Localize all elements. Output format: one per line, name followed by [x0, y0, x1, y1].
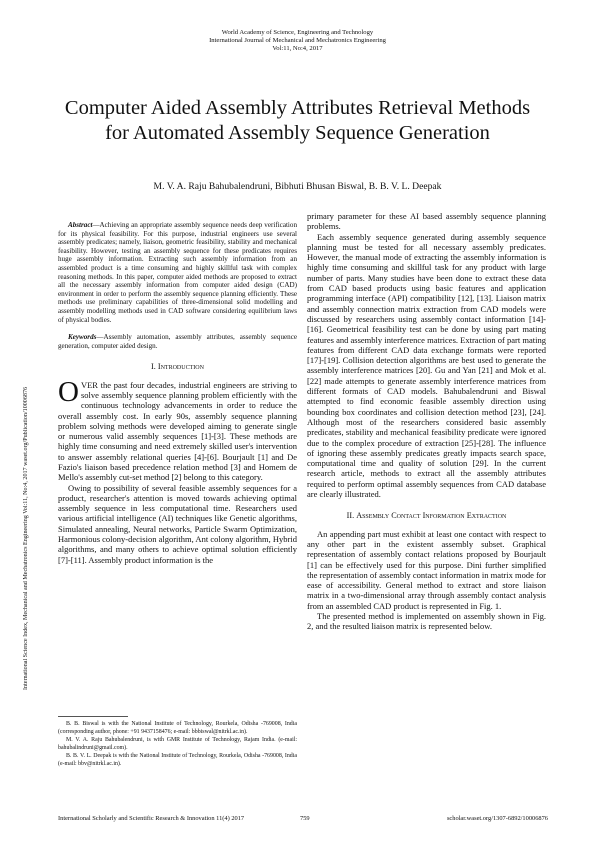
- sidebar-citation: International Science Index, Mechanical and Mechatronics Engineering Vol:11, No:4, 2017 waset.org/Publication/10006876: [23, 386, 29, 690]
- intro-text: VER the past four decades, industrial engineers are striving to solve assembly sequence planning problem efficiently with the continuous technology advancements in order to reduce the overall assembly cost. In early 90s, assembly sequence planning problem solving methods were developed aiming to generate single or numerous valid assembly sequences [1]-[3]. These methods are highly time consuming and need extremely skilled user's intervention to answer assembly relational queries [4]-[6]. Bourjault [1] and De Fazio's liaison based precedence relation method [3] and Homem de Mello's assembly cut-set method [2] belong to this category.: [58, 379, 297, 483]
- body-paragraph: Each assembly sequence generated during assembly sequence planning must be tested for all necessary assembly predicates. However, the manual mode of extracting the assembly information is highly time consuming and skillful task for any product with large number of parts. Many studies have been done to extract these data from CAD based products using basic features and application programming interface (API) compatibility [12], [13]. Liaison matrix and assembly connection matrix extraction from CAD models were discussed by researchers using assembly contact information [14]-[16]. Geometrical feasibility test can be done by using part mating features and assembly interference matrices. Extraction of part mating features from different CAD data exchange formats were reported [17]-[19]. Collision detection algorithms are best used to generate the assembly interference matrices [20]. Gu and Yan [21] and Mok et al. [22] made attempts to generate assembly interference matrices from different formats of CAD models. Bahubalendruni and Biswal attempted to find economic feasible assembly direction using bounding box coordinates and collision detection method [23], [24]. Although most of the researchers considered basic assembly predicates, stability and mechanical feasibility predicate were ignored due to the complex procedure of extraction [25]-[28]. The influence of ignoring these assembly predicates greatly impacts search space, computational time and quality of solution [29]. In the current research article, methods to extract all the assembly attributes required to perform optimal assembly sequences from CAD database are clearly illustrated.: [307, 231, 546, 500]
- footnote-rule: [58, 716, 128, 717]
- section-heading-introduction: [58, 362, 297, 372]
- section-number: I.: [151, 362, 156, 372]
- right-column: [307, 211, 546, 632]
- author-footnotes: [58, 716, 297, 769]
- header-line-1: World Academy of Science, Engineering and Technology: [221, 29, 374, 36]
- body-paragraph: primary parameter for these AI based assembly sequence planning problems.: [307, 211, 546, 232]
- section-number: II.: [346, 511, 355, 521]
- section-title: Introduction: [157, 362, 204, 372]
- keywords: [58, 333, 297, 350]
- body-paragraph: The presented method is implemented on assembly shown in Fig. 2, and the resulted liaison matrix is represented below.: [307, 610, 546, 632]
- footer-url: scholar.waset.org/1307-6892/10006876: [446, 815, 548, 822]
- footnote: B. B. Biswal is with the National Institute of Technology, Rourkela, Odisha -769008, India (corresponding author, phone: +91 9437158476; e-mail: bbbiswal@nitrkl.ac.in).: [58, 721, 297, 735]
- keywords-label: Keywords: [68, 333, 97, 342]
- body-paragraph: Owing to possibility of several feasible assembly sequences for a product, researcher's attention is moved towards achieving optimal assembly sequence in less computational time. Researchers used various artificial intelligence (AI) techniques like Genetic algorithms, Simulated annealing, Neural networks, Particle Swarm Optimization, Harmonious colony-decision algorithm, Ant colony algorithm, Hybrid algorithms, and many others to achieve optimal solution efficiently [7]-[11]. Assembly product information is the: [58, 482, 297, 565]
- footnote: M. V. A. Raju Bahubalendruni, is with GMR Institute of Technology, Rajam India. (e-mail: bahubalindruni@gmail.com).: [58, 737, 297, 751]
- abstract: [58, 221, 297, 324]
- section-heading-contact-extraction: [307, 511, 546, 521]
- drop-cap: O: [58, 375, 79, 408]
- intro-paragraph: [58, 375, 297, 483]
- header-line-2: International Journal of Mechanical and Mechatronics Engineering: [209, 37, 386, 45]
- section-title: Assembly Contact Information Extraction: [356, 511, 507, 521]
- keywords-text: —Assembly automation, assembly attributes, assembly sequence generation, computer aided design.: [58, 333, 297, 350]
- footnote: B. B. V. L. Deepak is with the National Institute of Technology, Rourkela, Odisha -769008, India (e-mail: bbv@nitrkl.ac.in).: [58, 753, 297, 767]
- paper-title: Computer Aided Assembly Attributes Retrieval Methods for Automated Assembly Sequence Generation: [64, 97, 531, 144]
- header-line-3: Vol:11, No:4, 2017: [272, 45, 323, 53]
- left-column: [58, 221, 297, 565]
- page-number: 759: [300, 815, 310, 822]
- body-paragraph: An appending part must exhibit at least one contact with respect to any other part in the existent assembly subset. Graphical representation of assembly contact relations proposed by Bourjault [1] can be effectively used for this purpose. Dini further simplified the representation of assembly contact information in matrix mode for ease of accessibility. General method to extract and store liaison matrix in a two-dimensional array through assembly contact analysis from an assembled CAD product is represented in Fig. 1.: [307, 528, 546, 611]
- abstract-text: —Achieving an appropriate assembly sequence needs deep verification for its physical feasibility. For this purpose, industrial engineers use several assembly predicates; namely, liaison, geometric feasibility, stability and mechanical feasibility. However, testing an assembly sequence for these predicates requires huge assembly information. Extracting such assembly information from an assembled product is a time consuming and highly skillful task with complex reasoning methods. In this paper, computer aided methods are proposed to extract all the necessary assembly information from computer aided design (CAD) environment in order to perform the assembly sequence planning efficiently. These methods use preliminary capabilities of three-dimensional solid modelling and assembly modelling methods used in CAD software considering equilibrium laws of physical bodies.: [58, 221, 297, 324]
- journal-header: [0, 29, 595, 54]
- author-list: M. V. A. Raju Bahubalendruni, Bibhuti Bhusan Biswal, B. B. V. L. Deepak: [153, 181, 442, 192]
- abstract-label: Abstract: [68, 221, 93, 229]
- footer-left: International Scholarly and Scientific Research & Innovation 11(4) 2017: [58, 815, 245, 822]
